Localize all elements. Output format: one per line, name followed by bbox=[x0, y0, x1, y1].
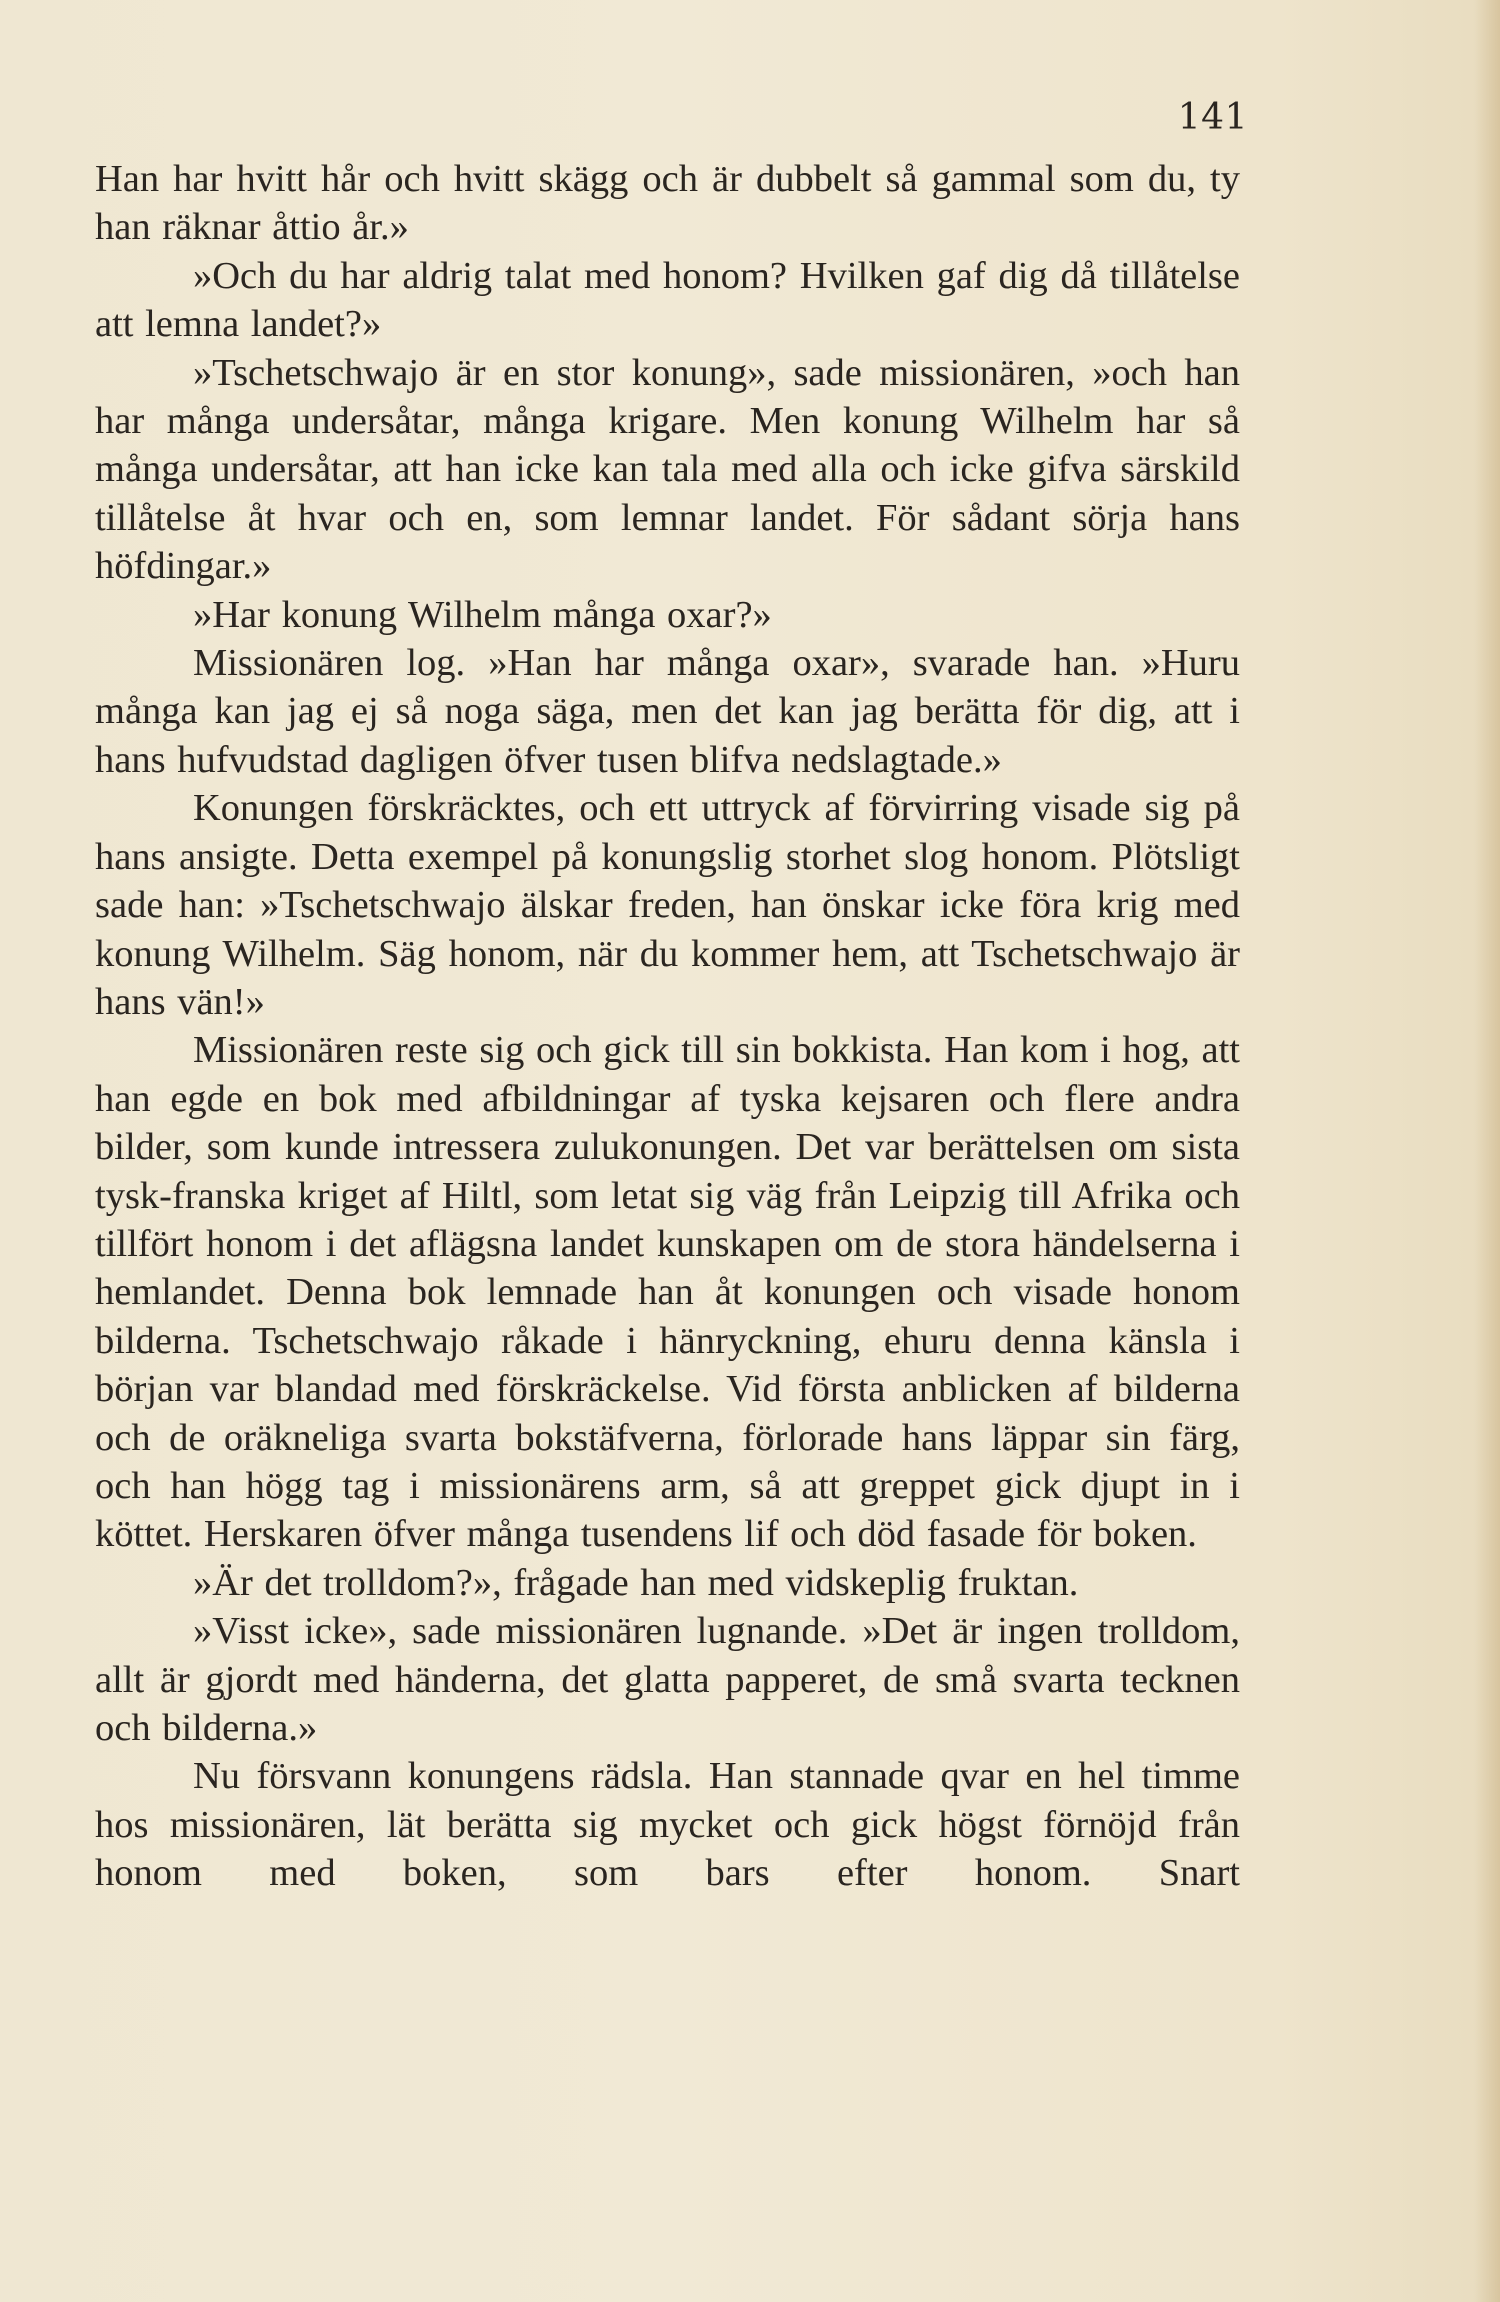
paragraph-5: Missionären log. »Han har många oxar», svarade han. »Huru många kan jag ej så noga säga, men det kan jag berätta för dig, att i hans hufvudstad dagligen öfver tusen blifva nedslagtade.» bbox=[95, 642, 1240, 781]
paragraph-2: »Och du har aldrig talat med honom? Hvilken gaf dig då tillåtelse att lemna landet?» bbox=[95, 254, 1240, 346]
paragraph-6: Konungen förskräcktes, och ett uttryck af förvirring visade sig på hans ansigte. Detta exempel på konungslig storhet slog honom. Plötsligt sade han: »Tschetschwajo älskar freden, han önskar icke föra krig med konung Wilhelm. Säg honom, när du kommer hem, att Tschetschwajo är hans vän!» bbox=[95, 787, 1240, 1023]
paragraph-9: »Visst icke», sade missionären lugnande. »Det är ingen trolldom, allt är gjordt med händerna, det glatta papperet, de små svarta tecknen och bilderna.» bbox=[95, 1610, 1240, 1749]
body-text bbox=[95, 155, 1240, 1898]
paragraph-4: »Har konung Wilhelm många oxar?» bbox=[193, 593, 772, 636]
paragraph-7: Missionären reste sig och gick till sin bokkista. Han kom i hog, att han egde en bok med afbildningar af tyska kejsaren och flere andra bilder, som kunde intressera zulukonungen. Det var berättelsen om sista tysk-franska kriget af Hiltl, som letat sig väg från Leipzig till Afrika och tillfört honom i det aflägsna landet kunskapen om de stora händelserna i hemlandet. Denna bok lemnade han åt konungen och visade honom bilderna. Tschetschwajo råkade i hänryckning, ehuru denna känsla i början var blandad med förskräckelse. Vid första anblicken af bilderna och de oräkneliga svarta bokstäfverna, förlorade hans läppar sin färg, och han högg tag i missionärens arm, så att greppet gick djupt in i köttet. Herskaren öfver många tusendens lif och död fasade för boken. bbox=[95, 1029, 1240, 1556]
page-number: 141 bbox=[1177, 97, 1248, 138]
page-edge-shadow bbox=[1474, 0, 1500, 2302]
paragraph-1: Han har hvitt hår och hvitt skägg och är dubbelt så gammal som du, ty han räknar åttio år.» bbox=[95, 158, 1240, 249]
paragraph-10: Nu försvann konungens rädsla. Han stannade qvar en hel timme hos missionären, lät berätta sig mycket och gick högst förnöjd från honom med boken, som bars efter honom. Snart bbox=[95, 1755, 1240, 1895]
paragraph-3: »Tschetschwajo är en stor konung», sade missionären, »och han har många undersåtar, många krigare. Men konung Wilhelm har så många undersåtar, att han icke kan tala med alla och icke gifva särskild tillåtelse åt hvar och en, som lemnar landet. För sådant sörja hans höfdingar.» bbox=[95, 351, 1240, 588]
paragraph-8: »Är det trolldom?», frågade han med vidskeplig fruktan. bbox=[193, 1561, 1079, 1604]
